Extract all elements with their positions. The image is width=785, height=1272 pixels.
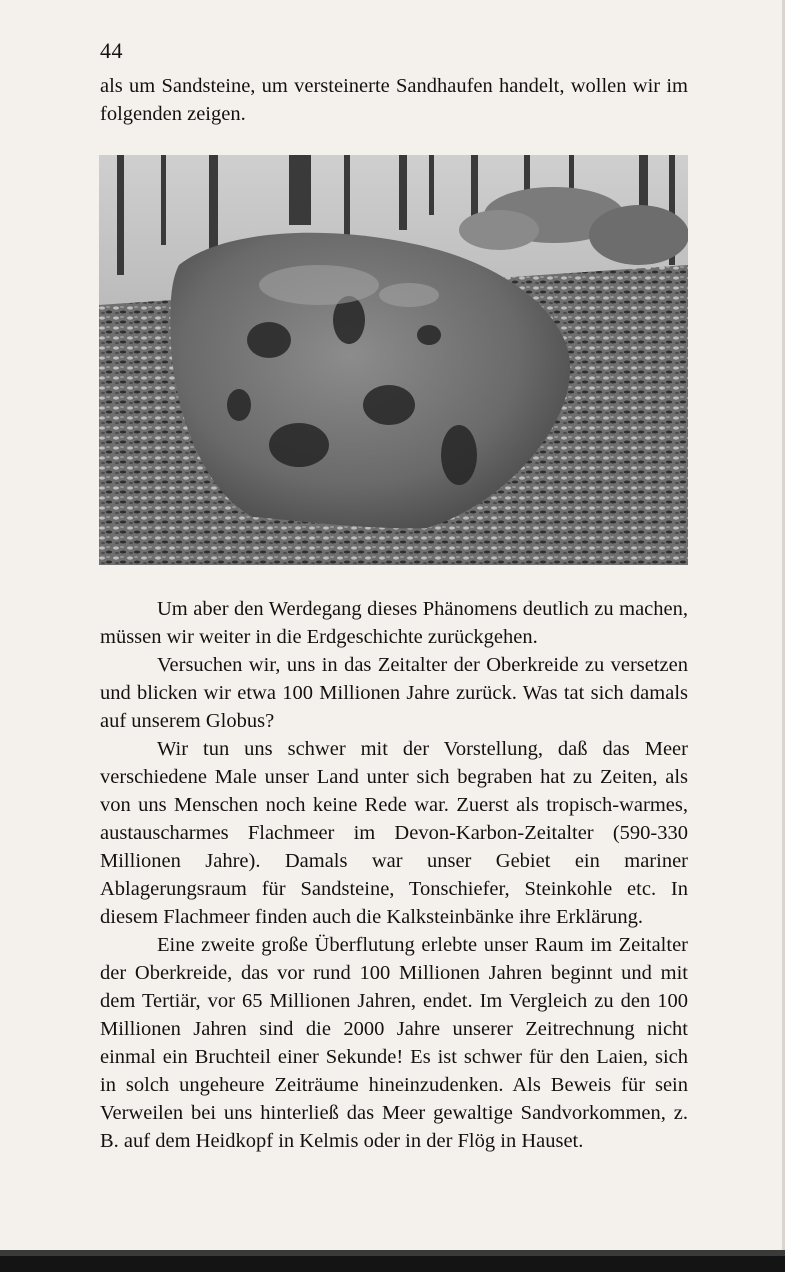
body-text — [100, 595, 688, 1155]
intro-paragraph: als um Sandsteine, um versteinerte Sandhaufen handelt, wollen wir im folgenden zeigen. — [100, 75, 688, 125]
page-number: 44 — [100, 38, 123, 63]
paragraph-1: Um aber den Werdegang dieses Phänomens deutlich zu machen, müssen wir weiter in die Erdgeschichte zurückgehen. — [100, 598, 688, 648]
intro-text — [100, 72, 688, 128]
sandstone-photo — [99, 155, 688, 565]
paragraph-2: Versuchen wir, uns in das Zeitalter der Oberkreide zu versetzen und blicken wir etwa 100 Millionen Jahre zurück. Was tat sich damals auf unserem Globus? — [100, 654, 688, 732]
scan-bottom-edge — [0, 1250, 785, 1272]
paragraph-3: Wir tun uns schwer mit der Vorstellung, daß das Meer verschiedene Male unser Land unter sich begraben hat zu Zeiten, als von uns Menschen noch keine Rede war. Zuerst als tropisch-warmes, austauscharmes Flachmeer im Devon-Karbon-Zeitalter (590-330 Millionen Jahre). Damals war unser Gebiet ein mariner Ablagerungsraum für Sandsteine, Tonschiefer, Steinkohle etc. In diesem Flachmeer finden auch die Kalksteinbänke ihre Erklärung. — [100, 738, 688, 928]
paragraph-4: Eine zweite große Überflutung erlebte unser Raum im Zeitalter der Oberkreide, das vor rund 100 Millionen Jahren beginnt und mit dem Tertiär, vor 65 Millionen Jahren, endet. Im Vergleich zu den 100 Millionen Jahren sind die 2000 Jahre unserer Zeitrechnung nicht einmal ein Bruchteil einer Sekunde! Es ist schwer für den Laien, sich in solch ungeheure Zeiträume hineinzudenken. Als Beweis für sein Verweilen bei uns hinterließ das Meer gewaltige Sandvorkommen, z. B. auf dem Heidkopf in Kelmis oder in der Flög in Hauset. — [100, 934, 688, 1152]
